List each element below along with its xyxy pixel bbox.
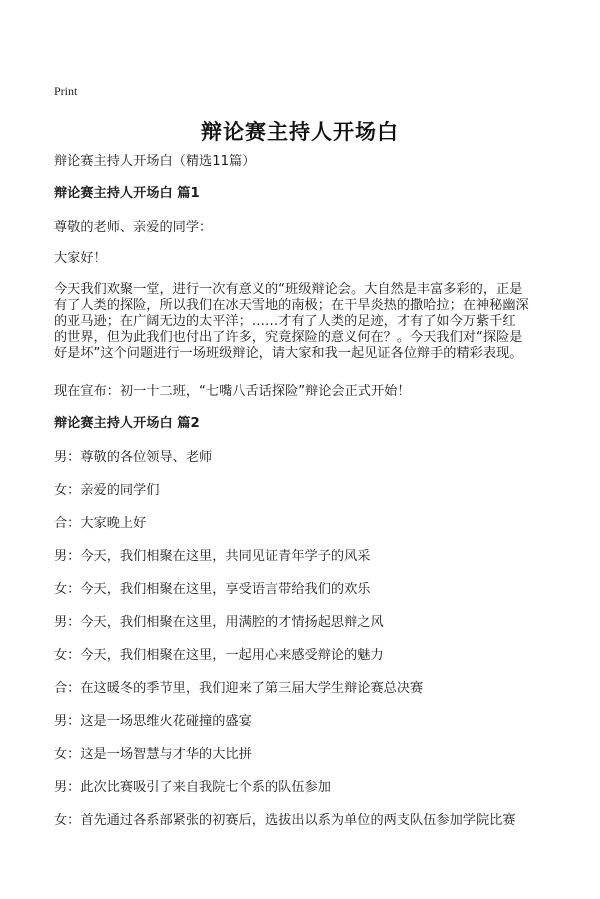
paragraph-line: 好是坏”这个问题进行一场班级辩论，请大家和我一起见证各位辩手的精彩表现。 — [54, 346, 523, 361]
dialogue-line: 男：尊敬的各位领导、老师 — [54, 450, 213, 465]
dialogue-line: 男：此次比赛吸引了来自我院七个系的队伍参加 — [54, 780, 331, 795]
paragraph-line: 今天我们欢聚一堂，进行一次有意义的“班级辩论会。大自然是丰富多彩的，正是 — [54, 282, 523, 297]
dialogue-line: 合：在这暖冬的季节里，我们迎来了第三届大学生辩论赛总决赛 — [54, 681, 424, 696]
paragraph-line: 的世界，但为此我们也付出了许多，究竟探险的意义何在？。今天我们对“探险是 — [54, 330, 523, 345]
dialogue-line: 女：首先通过各系部紧张的初赛后，选拔出以系为单位的两支队伍参加学院比赛 — [54, 813, 516, 828]
intro-paragraph — [54, 282, 529, 362]
hello: 大家好！ — [54, 251, 107, 266]
dialogue-line: 女：亲爱的同学们 — [54, 483, 160, 498]
greeting: 尊敬的老师、亲爱的同学： — [54, 220, 213, 235]
subtitle: 辩论赛主持人开场白（精选11篇） — [54, 154, 256, 169]
dialogue-line: 女：这是一场智慧与才华的大比拼 — [54, 747, 252, 762]
print-label[interactable]: Print — [54, 84, 78, 98]
dialogue-line: 男：这是一场思维火花碰撞的盛宴 — [54, 714, 252, 729]
paragraph-line: 有了人类的探险，所以我们在冰天雪地的南极；在干旱炎热的撒哈拉；在神秘幽深 — [54, 298, 529, 313]
dialogue-line: 男：今天，我们相聚在这里，共同见证青年学子的风采 — [54, 549, 371, 564]
dialogue-line: 合：大家晚上好 — [54, 516, 147, 531]
page-title: 辩论赛主持人开场白 — [201, 120, 399, 144]
section-heading-1: 辩论赛主持人开场白 篇1 — [54, 186, 200, 201]
section-heading-2: 辩论赛主持人开场白 篇2 — [54, 416, 200, 431]
dialogue-line: 女：今天，我们相聚在这里，享受语言带给我们的欢乐 — [54, 582, 371, 597]
dialogue-line: 女：今天，我们相聚在这里，一起用心来感受辩论的魅力 — [54, 648, 384, 663]
announcement: 现在宣布：初一十二班，“七嘴八舌话探险”辩论会正式开始！ — [54, 384, 411, 399]
paragraph-line: 的亚马逊；在广阔无边的太平洋；……才有了人类的足迹，才有了如今万紫千红 — [54, 314, 516, 329]
dialogue-line: 男：今天，我们相聚在这里，用满腔的才情扬起思辩之风 — [54, 615, 384, 630]
